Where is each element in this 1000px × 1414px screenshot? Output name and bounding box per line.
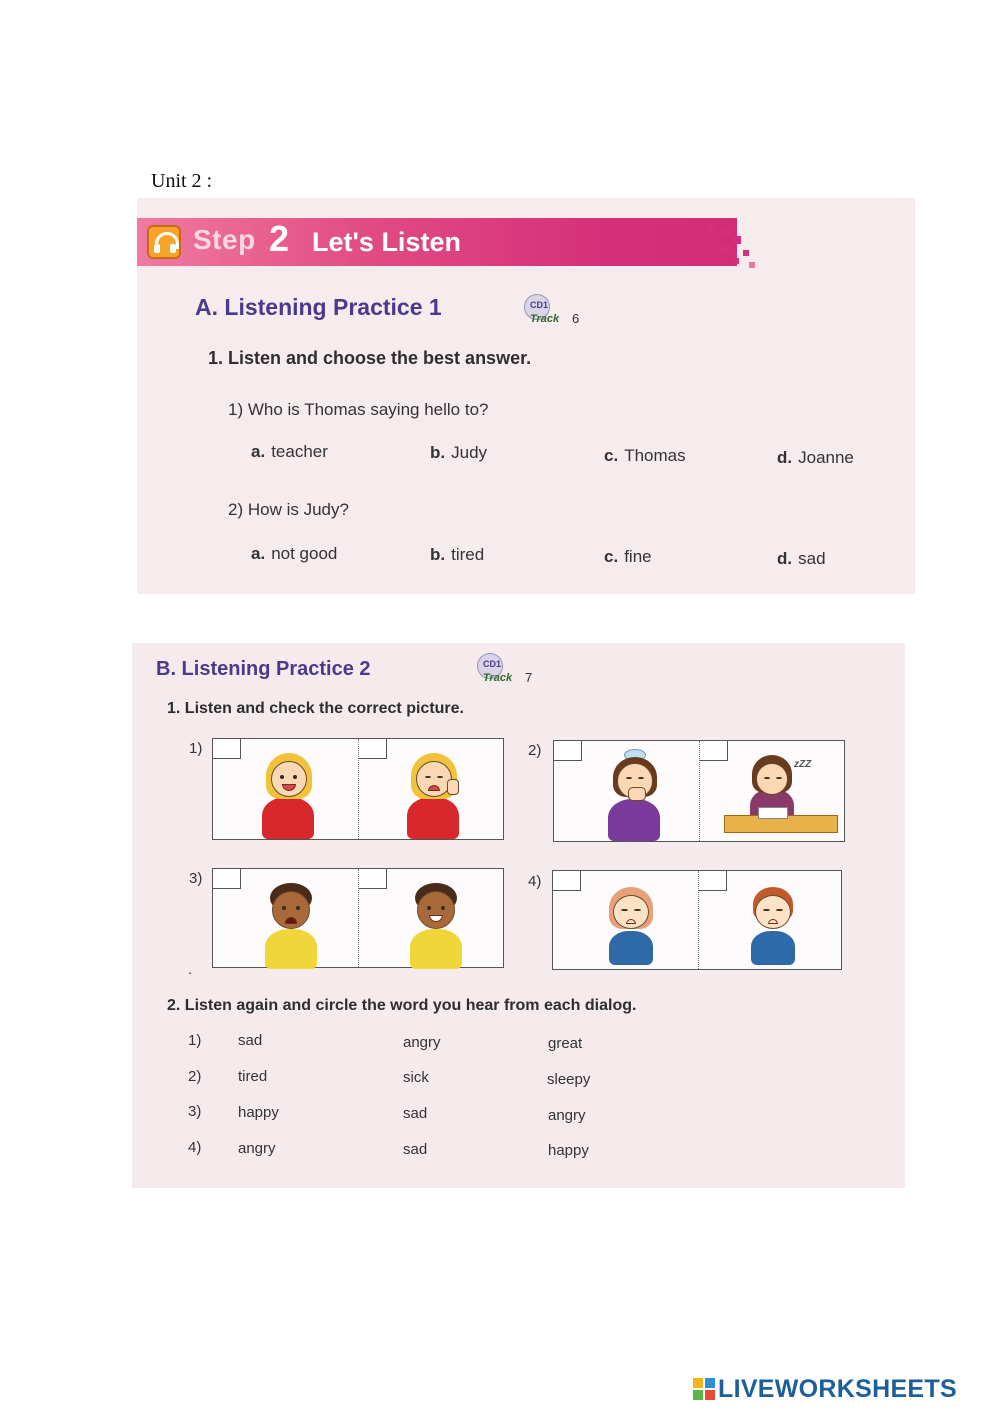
checkbox-1b[interactable] xyxy=(359,739,387,759)
question-1: 1) Who is Thomas saying hello to? xyxy=(228,400,489,419)
instruction: 1. Listen and choose the best answer. xyxy=(208,348,532,368)
sad-boy-picture xyxy=(261,881,321,969)
happy-girl-picture xyxy=(258,751,318,839)
liveworksheets-icon xyxy=(693,1378,715,1400)
word-4-happy[interactable]: happy xyxy=(548,1142,589,1159)
picture-set-2 xyxy=(553,740,845,842)
checkbox-3b[interactable] xyxy=(359,869,387,889)
word-1-sad[interactable]: sad xyxy=(238,1032,263,1049)
word-4-sad[interactable]: sad xyxy=(403,1141,428,1158)
checkbox-4a[interactable] xyxy=(553,871,581,891)
instruction-circle-word: 2. Listen again and circle the word you hear from each dialog. xyxy=(167,997,637,1014)
section-title: B. Listening Practice 2 xyxy=(156,658,371,680)
picture-set-3 xyxy=(212,868,504,968)
step-number: 2 xyxy=(269,218,290,259)
sick-boy-picture xyxy=(604,749,666,841)
word-3-happy[interactable]: happy xyxy=(238,1104,279,1121)
word-1-great[interactable]: great xyxy=(548,1035,583,1052)
happy-boy-picture xyxy=(406,881,466,969)
picture-set-4 xyxy=(552,870,842,970)
word-4-angry[interactable]: angry xyxy=(238,1140,276,1157)
option-2c[interactable]: c. fine xyxy=(604,547,652,566)
checkbox-3a[interactable] xyxy=(213,869,241,889)
liveworksheets-logo xyxy=(693,1375,993,1405)
listening-practice-1-panel: Step 2 Let's Listen A. Listening Practice 1 CD1 Track 6 1. Listen and choose the best answer. 1) Who is Thomas saying hello to? a. teacher b. Judy c. Thomas d. Joanne 2) How is Judy? a. not good b. tired c. fine d. sad xyxy=(137,198,915,594)
option-1a[interactable]: a. teacher xyxy=(251,442,328,461)
instruction-check-picture: 1. Listen and check the correct picture. xyxy=(167,700,464,717)
unit-title: Unit 2 : xyxy=(151,170,213,192)
sleepy-boy-picture: zZZ xyxy=(714,751,839,841)
checkbox-4b[interactable] xyxy=(699,871,727,891)
option-1d[interactable]: d. Joanne xyxy=(777,448,854,467)
sick-girl-picture xyxy=(403,751,463,839)
checkbox-1a[interactable] xyxy=(213,739,241,759)
option-1c[interactable]: c. Thomas xyxy=(604,446,686,465)
headphones-icon xyxy=(147,225,181,259)
word-2-sick[interactable]: sick xyxy=(403,1069,429,1086)
picture-set-1 xyxy=(212,738,504,840)
checkbox-2a[interactable] xyxy=(554,741,582,761)
step-label: Step xyxy=(193,224,256,255)
option-2a[interactable]: a. not good xyxy=(251,544,338,563)
option-2d[interactable]: d. sad xyxy=(777,549,826,568)
crying-girl-picture xyxy=(603,887,659,965)
question-2: 2) How is Judy? xyxy=(228,500,349,519)
upset-boy-picture xyxy=(745,887,801,965)
option-2b[interactable]: b. tired xyxy=(430,545,485,564)
word-3-angry[interactable]: angry xyxy=(548,1107,586,1124)
logo-text: LIVEWORKSHEETS xyxy=(718,1375,957,1403)
word-2-sleepy[interactable]: sleepy xyxy=(547,1071,591,1088)
word-1-angry[interactable]: angry xyxy=(403,1034,441,1051)
word-2-tired[interactable]: tired xyxy=(238,1068,268,1085)
word-3-sad[interactable]: sad xyxy=(403,1105,428,1122)
section-title: A. Listening Practice 1 xyxy=(195,294,442,320)
listening-practice-2-panel: B. Listening Practice 2 CD1 Track 7 1. Listen and check the correct picture. 1) 2) zZZ 3) . 4) 2. Listen again and circle the word you hear from each dialog. 1) sad angry great 2) tired sick sleepy 3) happy sad angry 4) angry sad happy xyxy=(132,643,905,1188)
option-1b[interactable]: b. Judy xyxy=(430,443,488,462)
step-title: Let's Listen xyxy=(312,227,461,257)
